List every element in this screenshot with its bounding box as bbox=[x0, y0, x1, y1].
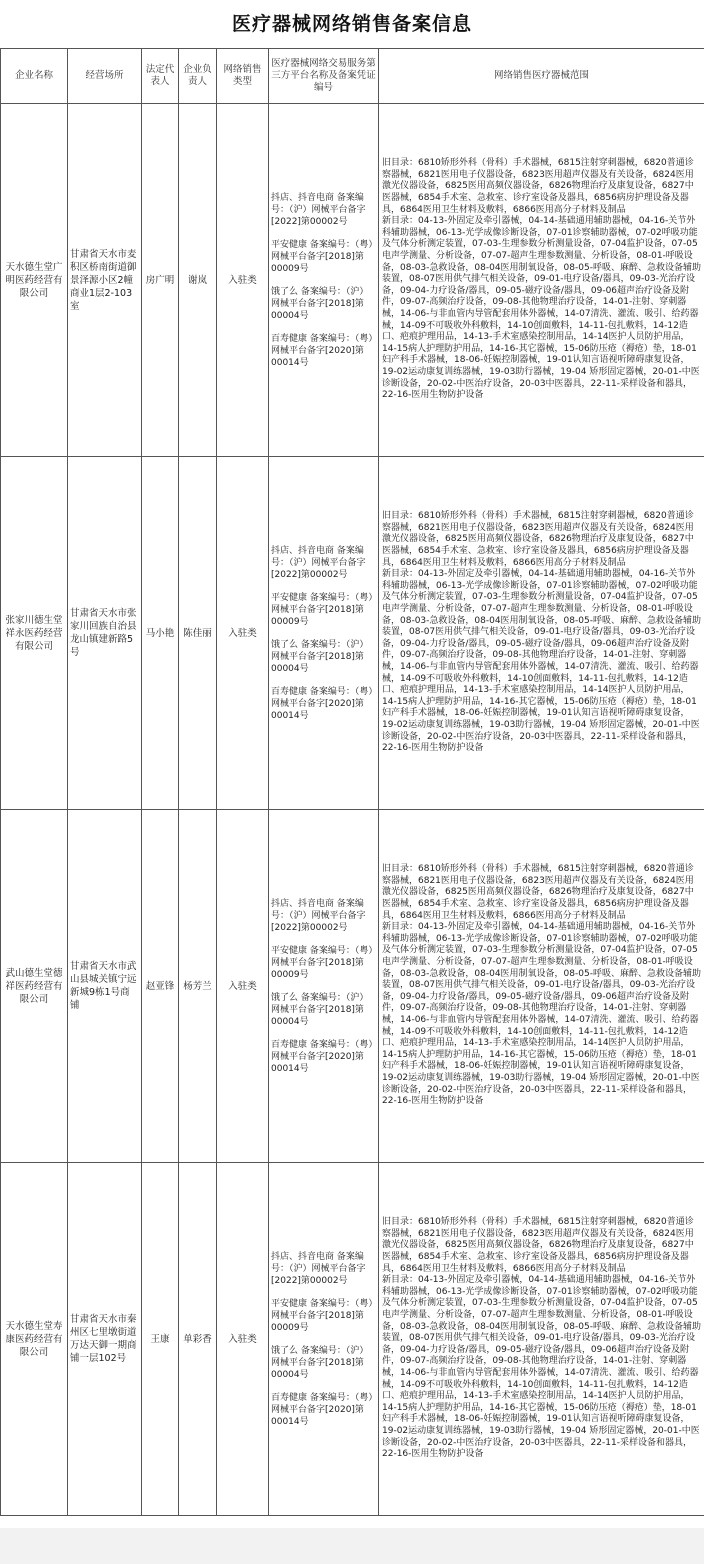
business-address: 甘肃省天水市武山县城关镇宁远新城9栋1号商铺 bbox=[68, 810, 142, 1163]
filing-table bbox=[0, 48, 704, 1516]
company-name: 武山德生堂德祥医药经营有限公司 bbox=[1, 810, 68, 1163]
principal: 单彩香 bbox=[179, 1163, 217, 1516]
legal-representative: 王康 bbox=[142, 1163, 179, 1516]
platform-list bbox=[269, 457, 379, 810]
sales-scope: 旧目录：6810矫形外科（骨科）手术器械，6815注射穿刺器械，6820普通诊察器械，6821医用电子仪器设备，6823医用超声仪器及有关设备，6824医用激光仪器设备，6825医用高频仪器设备，6826物理治疗及康复设备，6827中医器械，6854手术室、急救室、诊疗室设备及器具，6856病房护理设备及器具，6864医用卫生材料及敷料，6866医用高分子材料及制品 新目录：04-13-外固定及牵引器械，04-14-基础通用辅助器械，04-16-关节外科辅助器械，06-13-光学成像诊断设备，07-01诊察辅助器械，07-02呼吸功能及气体分析测定装置，07-03-生理参数分析测量设备，07-04监护设备，07-05电声学测量、分析设备，07-07-超声生理参数测量、分析设备，08-01-呼吸设备，08-03-急救设备，08-04医用制氧设备，08-05-呼吸、麻醉、急救设备辅助装置，08-07医用供气排气相关设备，09-01-电疗设备/器具，09-03-光治疗设备，09-04-力疗设备/器具，09-05-磁疗设备/器具，09-06超声治疗设备及附件，09-07-高频治疗设备，09-08-其他物理治疗设备，14-01-注射、穿刺器械，14-06-与非血管内导管配套用体外器械，14-07清洗、灌流、吸引、给药器械，14-09不可吸收外科敷料，14-10创面敷料，14-11-包扎敷料，14-12造口、疤痕护理用品，14-13-手术室感染控制用品，14-14医护人员防护用品，14-15病人护理防护用品，14-16-其它器械，15-06防压疮（褥疮）垫，18-01妇产科手术器械，18-06-妊娠控制器械，19-01认知言语视听障碍康复设备，19-02运动康复训练器械，19-03助行器械，19-04 矫形固定器械，20-01-中医诊断设备，20-02-中医治疗设备，20-03中医器具，22-11-采样设备和器具，22-16-医用生物防护设备 bbox=[379, 810, 704, 1163]
platform-entry: 抖店、抖音电商 备案编号：（沪）网械平台备字[2022]第00002号 bbox=[271, 545, 366, 580]
principal: 杨芳兰 bbox=[179, 810, 217, 1163]
platform-entry: 饿了么 备案编号：（沪）网械平台备字[2018]第00004号 bbox=[271, 992, 369, 1027]
company-name: 天水德生堂广明医药经营有限公司 bbox=[1, 104, 68, 457]
header-legal-rep: 法定代表人 bbox=[142, 49, 179, 104]
business-address: 甘肃省天水市麦积区桥南街道御景泽源小区2幢商业1层2-103室 bbox=[68, 104, 142, 457]
header-sales-type: 网络销售类型 bbox=[217, 49, 269, 104]
table-row bbox=[1, 1163, 704, 1516]
platform-entry: 百寿健康 备案编号：（粤）网械平台备字[2020]第00014号 bbox=[271, 1039, 373, 1074]
sales-scope: 旧目录：6810矫形外科（骨科）手术器械，6815注射穿刺器械，6820普通诊察器械，6821医用电子仪器设备，6823医用超声仪器及有关设备，6824医用激光仪器设备，6825医用高频仪器设备，6826物理治疗及康复设备，6827中医器械，6854手术室、急救室、诊疗室设备及器具，6856病房护理设备及器具，6864医用卫生材料及敷料，6866医用高分子材料及制品 新目录：04-13-外固定及牵引器械，04-14-基础通用辅助器械，04-16-关节外科辅助器械，06-13-光学成像诊断设备，07-01诊察辅助器械，07-02呼吸功能及气体分析测定装置，07-03-生理参数分析测量设备，07-04监护设备，07-05电声学测量、分析设备，07-07-超声生理参数测量、分析设备，08-01-呼吸设备，08-03-急救设备，08-04医用制氧设备，08-05-呼吸、麻醉、急救设备辅助装置，08-07医用供气排气相关设备，09-01-电疗设备/器具，09-03-光治疗设备，09-04-力疗设备/器具，09-05-磁疗设备/器具，09-06超声治疗设备及附件，09-07-高频治疗设备，09-08-其他物理治疗设备，14-01-注射、穿刺器械，14-06-与非血管内导管配套用体外器械，14-07清洗、灌流、吸引、给药器械，14-09不可吸收外科敷料，14-10创面敷料，14-11-包扎敷料，14-12造口、疤痕护理用品，14-13-手术室感染控制用品，14-14医护人员防护用品，14-15病人护理防护用品，14-16-其它器械，15-06防压疮（褥疮）垫，18-01妇产科手术器械，18-06-妊娠控制器械，19-01认知言语视听障碍康复设备，19-02运动康复训练器械，19-03助行器械，19-04 矫形固定器械，20-01-中医诊断设备，20-02-中医治疗设备，20-03中医器具，22-11-采样设备和器具，22-16-医用生物防护设备 bbox=[379, 104, 704, 457]
legal-representative: 马小艳 bbox=[142, 457, 179, 810]
company-name: 张家川德生堂祥永医药经营有限公司 bbox=[1, 457, 68, 810]
page-title: 医疗器械网络销售备案信息 bbox=[231, 13, 472, 35]
platform-entry: 饿了么 备案编号：（沪）网械平台备字[2018]第00004号 bbox=[271, 1345, 369, 1380]
sales-type: 入驻类 bbox=[217, 104, 269, 457]
table-row bbox=[1, 457, 704, 810]
legal-representative: 房广明 bbox=[142, 104, 179, 457]
principal: 陈佳丽 bbox=[179, 457, 217, 810]
platform-entry: 饿了么 备案编号：（沪）网械平台备字[2018]第00004号 bbox=[271, 639, 369, 674]
sales-scope: 旧目录：6810矫形外科（骨科）手术器械，6815注射穿刺器械，6820普通诊察器械，6821医用电子仪器设备，6823医用超声仪器及有关设备，6824医用激光仪器设备，6825医用高频仪器设备，6826物理治疗及康复设备，6827中医器械，6854手术室、急救室、诊疗室设备及器具，6856病房护理设备及器具，6864医用卫生材料及敷料，6866医用高分子材料及制品 新目录：04-13-外固定及牵引器械，04-14-基础通用辅助器械，04-16-关节外科辅助器械，06-13-光学成像诊断设备，07-01诊察辅助器械，07-02呼吸功能及气体分析测定装置，07-03-生理参数分析测量设备，07-04监护设备，07-05电声学测量、分析设备，07-07-超声生理参数测量、分析设备，08-01-呼吸设备，08-03-急救设备，08-04医用制氧设备，08-05-呼吸、麻醉、急救设备辅助装置，08-07医用供气排气相关设备，09-01-电疗设备/器具，09-03-光治疗设备，09-04-力疗设备/器具，09-05-磁疗设备/器具，09-06超声治疗设备及附件，09-07-高频治疗设备，09-08-其他物理治疗设备，14-01-注射、穿刺器械，14-06-与非血管内导管配套用体外器械，14-07清洗、灌流、吸引、给药器械，14-09不可吸收外科敷料，14-10创面敷料，14-11-包扎敷料，14-12造口、疤痕护理用品，14-13-手术室感染控制用品，14-14医护人员防护用品，14-15病人护理防护用品，14-16-其它器械，15-06防压疮（褥疮）垫，18-01妇产科手术器械，18-06-妊娠控制器械，19-01认知言语视听障碍康复设备，19-02运动康复训练器械，19-03助行器械，19-04 矫形固定器械，20-01-中医诊断设备，20-02-中医治疗设备，20-03中医器具，22-11-采样设备和器具，22-16-医用生物防护设备 bbox=[379, 1163, 704, 1516]
principal: 谢岚 bbox=[179, 104, 217, 457]
platform-list bbox=[269, 810, 379, 1163]
platform-entry: 百寿健康 备案编号：（粤）网械平台备字[2020]第00014号 bbox=[271, 1392, 373, 1427]
sales-type: 入驻类 bbox=[217, 457, 269, 810]
table-row bbox=[1, 810, 704, 1163]
header-company-name: 企业名称 bbox=[1, 49, 68, 104]
platform-entry: 百寿健康 备案编号：（粤）网械平台备字[2020]第00014号 bbox=[271, 333, 373, 368]
header-address: 经营场所 bbox=[68, 49, 142, 104]
platform-entry: 平安健康 备案编号：（粤）网械平台备字[2018]第00009号 bbox=[271, 1298, 373, 1333]
sales-type: 入驻类 bbox=[217, 1163, 269, 1516]
platform-entry: 饿了么 备案编号：（沪）网械平台备字[2018]第00004号 bbox=[271, 286, 369, 321]
table-row bbox=[1, 104, 704, 457]
platform-entry: 平安健康 备案编号：（粤）网械平台备字[2018]第00009号 bbox=[271, 945, 373, 980]
sales-type: 入驻类 bbox=[217, 810, 269, 1163]
platform-entry: 平安健康 备案编号：（粤）网械平台备字[2018]第00009号 bbox=[271, 239, 373, 274]
company-name: 天水德生堂寿康医药经营有限公司 bbox=[1, 1163, 68, 1516]
business-address: 甘肃省天水市张家川回族自治县龙山镇建新路5号 bbox=[68, 457, 142, 810]
business-address: 甘肃省天水市秦州区七里墩街道万达天御一期商铺一层102号 bbox=[68, 1163, 142, 1516]
header-platforms: 医疗器械网络交易服务第三方平台名称及备案凭证编号 bbox=[269, 49, 379, 104]
platform-entry: 平安健康 备案编号：（粤）网械平台备字[2018]第00009号 bbox=[271, 592, 373, 627]
header-scope: 网络销售医疗器械范围 bbox=[379, 49, 704, 104]
platform-entry: 百寿健康 备案编号：（粤）网械平台备字[2020]第00014号 bbox=[271, 686, 373, 721]
platform-list bbox=[269, 1163, 379, 1516]
platform-list bbox=[269, 104, 379, 457]
sales-scope: 旧目录：6810矫形外科（骨科）手术器械，6815注射穿刺器械，6820普通诊察器械，6821医用电子仪器设备，6823医用超声仪器及有关设备，6824医用激光仪器设备，6825医用高频仪器设备，6826物理治疗及康复设备，6827中医器械，6854手术室、急救室、诊疗室设备及器具，6856病房护理设备及器具，6864医用卫生材料及敷料，6866医用高分子材料及制品 新目录：04-13-外固定及牵引器械，04-14-基础通用辅助器械，04-16-关节外科辅助器械，06-13-光学成像诊断设备，07-01诊察辅助器械，07-02呼吸功能及气体分析测定装置，07-03-生理参数分析测量设备，07-04监护设备，07-05电声学测量、分析设备，07-07-超声生理参数测量、分析设备，08-01-呼吸设备，08-03-急救设备，08-04医用制氧设备，08-05-呼吸、麻醉、急救设备辅助装置，08-07医用供气排气相关设备，09-01-电疗设备/器具，09-03-光治疗设备，09-04-力疗设备/器具，09-05-磁疗设备/器具，09-06超声治疗设备及附件，09-07-高频治疗设备，09-08-其他物理治疗设备，14-01-注射、穿刺器械，14-06-与非血管内导管配套用体外器械，14-07清洗、灌流、吸引、给药器械，14-09不可吸收外科敷料，14-10创面敷料，14-11-包扎敷料，14-12造口、疤痕护理用品，14-13-手术室感染控制用品，14-14医护人员防护用品，14-15病人护理防护用品，14-16-其它器械，15-06防压疮（褥疮）垫，18-01妇产科手术器械，18-06-妊娠控制器械，19-01认知言语视听障碍康复设备，19-02运动康复训练器械，19-03助行器械，19-04 矫形固定器械，20-01-中医诊断设备，20-02-中医治疗设备，20-03中医器具，22-11-采样设备和器具，22-16-医用生物防护设备 bbox=[379, 457, 704, 810]
platform-entry: 抖店、抖音电商 备案编号：（沪）网械平台备字[2022]第00002号 bbox=[271, 192, 366, 227]
platform-entry: 抖店、抖音电商 备案编号：（沪）网械平台备字[2022]第00002号 bbox=[271, 898, 366, 933]
platform-entry: 抖店、抖音电商 备案编号：（沪）网械平台备字[2022]第00002号 bbox=[271, 1251, 366, 1286]
legal-representative: 赵亚锋 bbox=[142, 810, 179, 1163]
table-header-row bbox=[1, 49, 704, 104]
header-principal: 企业负责人 bbox=[179, 49, 217, 104]
